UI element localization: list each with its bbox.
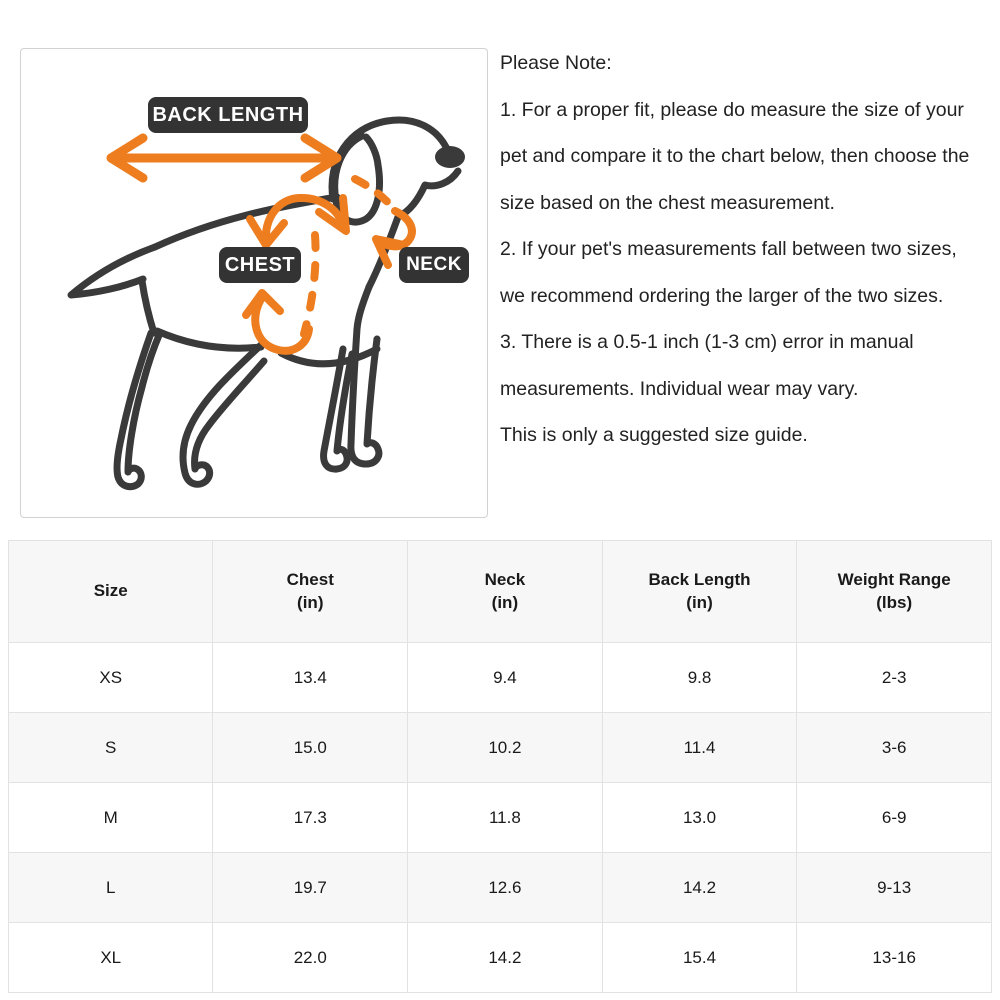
table-header-row bbox=[9, 541, 992, 643]
dog-hind-leg-far bbox=[117, 333, 160, 487]
note-line: 1. For a proper fit, please do measure the size of your bbox=[500, 98, 964, 121]
cell-weight: 6-9 bbox=[797, 783, 992, 853]
dog-front-leg-near bbox=[351, 287, 379, 464]
note-line: size based on the chest measurement. bbox=[500, 191, 835, 214]
column-label: Chest bbox=[286, 569, 334, 589]
note-line: This is only a suggested size guide. bbox=[500, 424, 808, 446]
column-header-chest bbox=[213, 541, 408, 643]
column-label: Size bbox=[93, 581, 128, 601]
note-line: measurements. Individual wear may vary. bbox=[500, 377, 859, 400]
column-label: Back Length bbox=[648, 569, 751, 589]
chest-dashed-side bbox=[304, 235, 316, 334]
cell-size: L bbox=[9, 853, 213, 923]
cell-weight: 9-13 bbox=[797, 853, 992, 923]
size-chart-table bbox=[8, 540, 992, 993]
note-line: pet and compare it to the chart below, then choose the bbox=[500, 145, 970, 167]
cell-back-length: 14.2 bbox=[602, 853, 797, 923]
column-label: Weight Range bbox=[837, 569, 951, 589]
back-length-label: BACK LENGTH bbox=[148, 97, 308, 133]
cell-chest: 19.7 bbox=[213, 853, 408, 923]
dog-measurement-diagram bbox=[20, 48, 488, 518]
column-label: Neck bbox=[484, 569, 526, 589]
column-header-size bbox=[9, 541, 213, 643]
notes-panel bbox=[500, 40, 1000, 459]
cell-back-length: 11.4 bbox=[602, 713, 797, 783]
column-unit: (in) bbox=[686, 592, 713, 612]
note-line: we recommend ordering the larger of the two sizes. bbox=[500, 284, 944, 307]
column-unit: (lbs) bbox=[876, 592, 913, 612]
cell-neck: 11.8 bbox=[408, 783, 603, 853]
table-row-s bbox=[9, 713, 992, 783]
table-row-l bbox=[9, 853, 992, 923]
dog-nose bbox=[435, 146, 465, 168]
cell-size: M bbox=[9, 783, 213, 853]
cell-back-length: 15.4 bbox=[602, 923, 797, 993]
dog-flank bbox=[157, 331, 261, 348]
cell-size: S bbox=[9, 713, 213, 783]
cell-weight: 13-16 bbox=[797, 923, 992, 993]
cell-chest: 22.0 bbox=[213, 923, 408, 993]
size-chart-header bbox=[9, 541, 992, 643]
table-row-m bbox=[9, 783, 992, 853]
dog-hind-leg-near bbox=[183, 345, 264, 484]
chest-arc-bottom bbox=[255, 299, 309, 351]
cell-size: XL bbox=[9, 923, 213, 993]
column-header-weight-range bbox=[797, 541, 992, 643]
cell-neck: 14.2 bbox=[408, 923, 603, 993]
cell-neck: 9.4 bbox=[408, 643, 603, 713]
cell-neck: 12.6 bbox=[408, 853, 603, 923]
cell-neck: 10.2 bbox=[408, 713, 603, 783]
dog-hip bbox=[142, 281, 154, 333]
cell-chest: 15.0 bbox=[213, 713, 408, 783]
table-row-xl bbox=[9, 923, 992, 993]
cell-chest: 17.3 bbox=[213, 783, 408, 853]
cell-back-length: 13.0 bbox=[602, 783, 797, 853]
cell-weight: 3-6 bbox=[797, 713, 992, 783]
chest-label: CHEST bbox=[219, 247, 301, 283]
column-header-neck bbox=[408, 541, 603, 643]
size-chart-body bbox=[9, 643, 992, 993]
column-unit: (in) bbox=[297, 592, 324, 612]
neck-label: NECK bbox=[399, 247, 469, 283]
note-line: 2. If your pet's measurements fall between two sizes, bbox=[500, 238, 957, 260]
cell-size: XS bbox=[9, 643, 213, 713]
cell-chest: 13.4 bbox=[213, 643, 408, 713]
note-line: 3. There is a 0.5-1 inch (1-3 cm) error in manual bbox=[500, 331, 914, 353]
column-unit: (in) bbox=[491, 592, 519, 612]
table-row-xs bbox=[9, 643, 992, 713]
cell-weight: 2-3 bbox=[797, 643, 992, 713]
notes-title: Please Note: bbox=[500, 52, 612, 74]
cell-back-length: 9.8 bbox=[602, 643, 797, 713]
dog-back-line bbox=[155, 197, 337, 247]
chest-arrowhead-bottom bbox=[246, 293, 280, 315]
column-header-back-length bbox=[602, 541, 797, 643]
